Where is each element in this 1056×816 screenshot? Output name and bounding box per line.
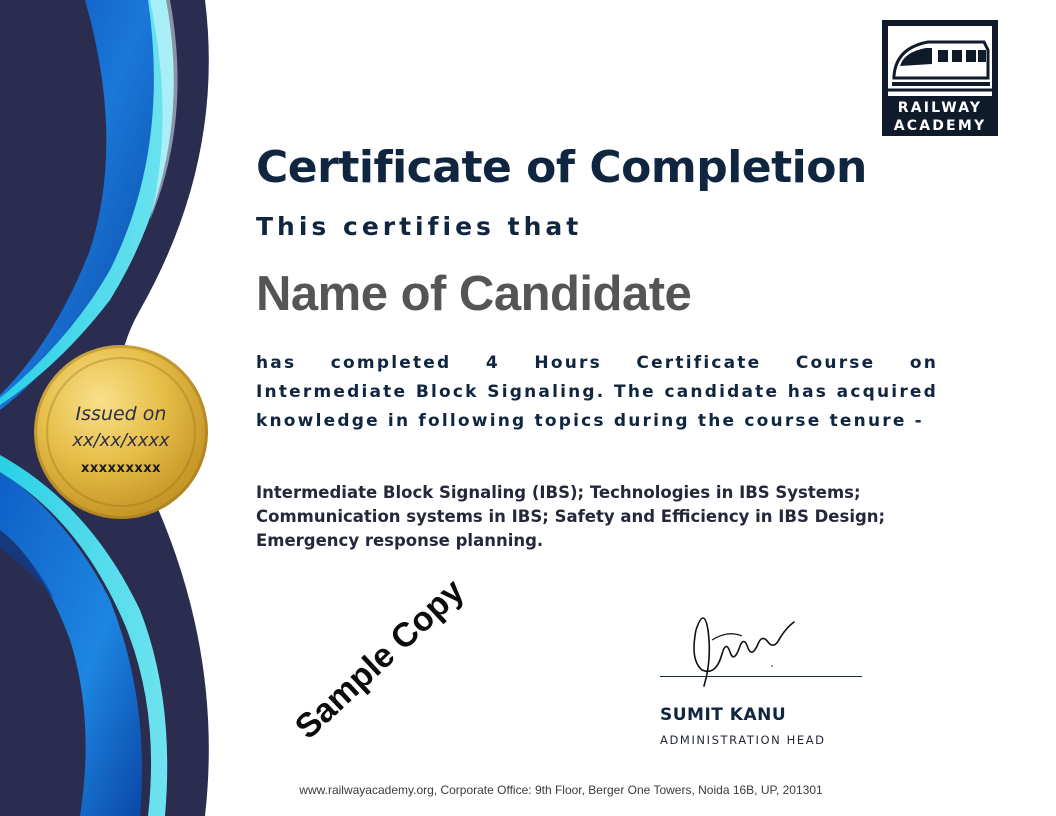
seal-issued-label: Issued on <box>75 403 167 425</box>
certifies-subtitle: This certifies that <box>256 212 583 241</box>
seal-date: xx/xx/xxxx <box>72 430 170 451</box>
train-icon <box>888 26 992 96</box>
candidate-name: Name of Candidate <box>256 267 692 321</box>
signature-line <box>660 676 862 677</box>
railway-academy-logo <box>882 20 998 136</box>
logo-text-line2: ACADEMY <box>893 118 987 134</box>
gold-seal <box>34 345 208 519</box>
certificate-title: Certificate of Completion <box>256 142 867 193</box>
logo-text-line1: RAILWAY <box>897 100 983 116</box>
signatory-title: ADMINISTRATION HEAD <box>660 733 826 747</box>
signatory-name: SUMIT KANU <box>660 705 787 725</box>
sample-copy-stamp: Sample Copy <box>287 571 472 747</box>
footer-address: www.railwayacademy.org, Corporate Office: 9th Floor, Berger One Towers, Noida 16B, UP, 201301 <box>299 783 823 797</box>
seal-code: xxxxxxxxx <box>81 461 161 476</box>
completion-statement: has completed 4 Hours Certificate Course on Intermediate Block Signaling. The candidate has acquired knowledge in following topics during the course tenure - <box>256 353 938 431</box>
course-topics: Intermediate Block Signaling (IBS); Technologies in IBS Systems; Communication systems in IBS; Safety and Efficiency in IBS Design; Emergency response planning. <box>256 483 886 550</box>
